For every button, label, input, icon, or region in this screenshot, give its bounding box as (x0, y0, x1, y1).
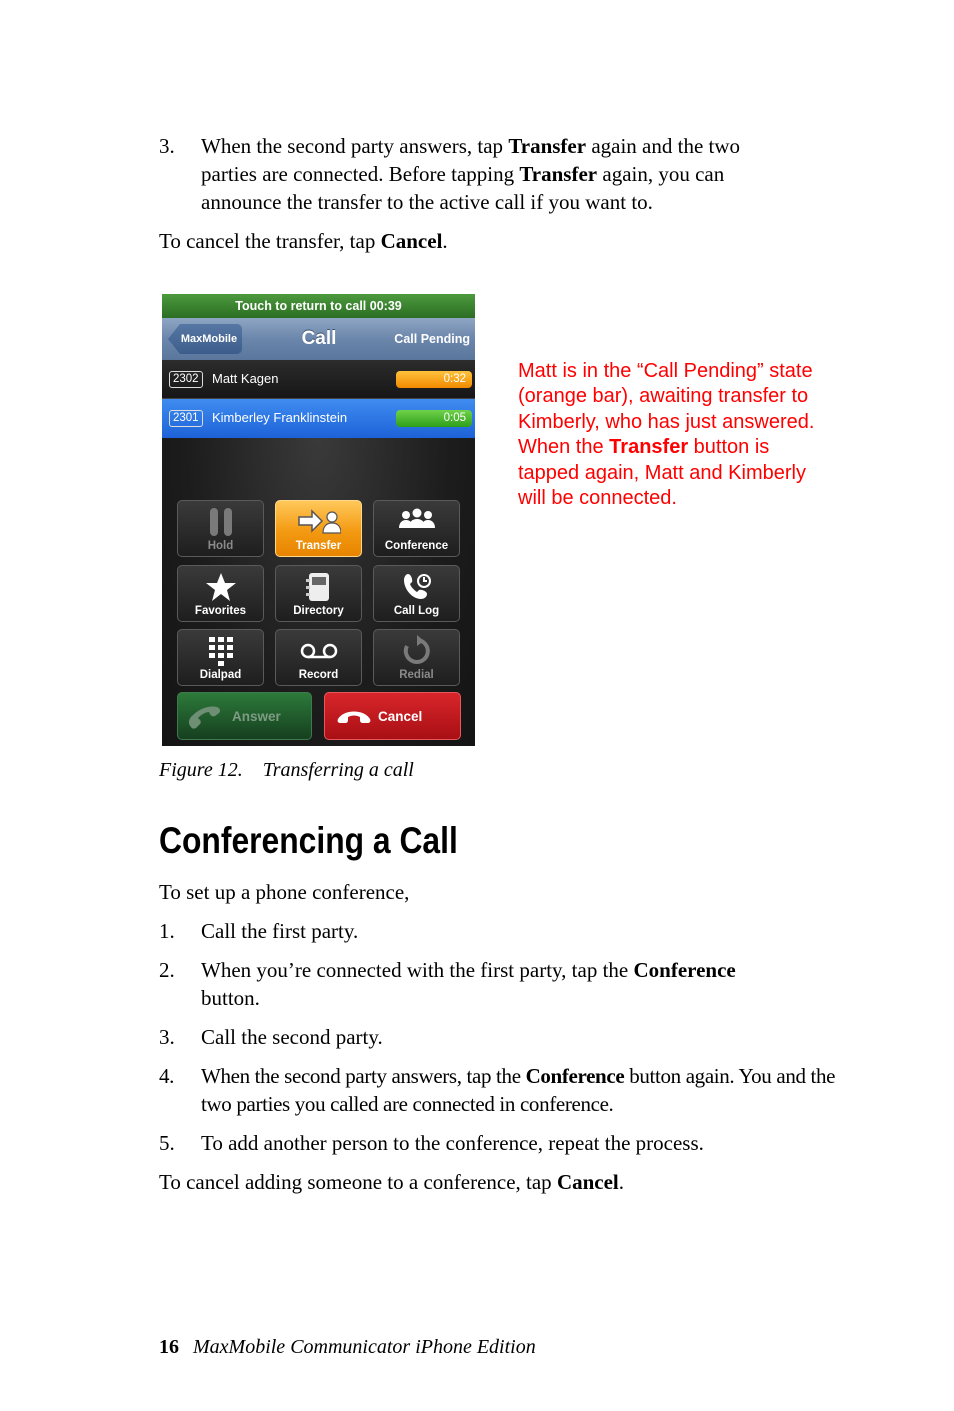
nav-call-status: Call Pending (394, 332, 470, 346)
call-row-pending[interactable] (162, 360, 475, 399)
hangup-icon (336, 705, 372, 734)
call-timer-pending: 0:32 (396, 371, 472, 388)
step-number: 3. (159, 134, 175, 158)
hold-button[interactable]: Hold (177, 500, 264, 557)
phone-handset-icon (187, 703, 223, 736)
extension-badge: 2301 (169, 410, 203, 427)
step-text: When the second party answers, tap Transfer again and the two parties are connected. Before tapping Transfer again, you can announce the transfer to the active call if you want to. (201, 134, 741, 214)
pause-icon (178, 506, 263, 538)
book-title: MaxMobile Communicator iPhone Edition (193, 1336, 536, 1358)
transfer-icon (276, 506, 361, 538)
page-number: 16 (159, 1336, 179, 1358)
directory-button[interactable]: Directory (275, 565, 362, 622)
answer-button[interactable]: Answer (177, 692, 312, 740)
phone-screenshot (162, 294, 475, 746)
return-to-call-bar[interactable]: Touch to return to call 00:39 (162, 294, 475, 318)
favorites-button[interactable]: Favorites (177, 565, 264, 622)
back-button-label: MaxMobile (180, 333, 238, 345)
intro-text: To set up a phone conference, (159, 880, 410, 904)
cancel-button[interactable]: Cancel (324, 692, 461, 740)
call-controls (162, 438, 475, 746)
address-book-icon (276, 571, 361, 603)
nav-bar (162, 318, 475, 360)
conference-button[interactable]: Conference (373, 500, 460, 557)
keypad-icon (178, 635, 263, 667)
call-row-active[interactable] (162, 399, 475, 438)
figure-caption: Figure 12. Transferring a call (159, 759, 414, 781)
transfer-button[interactable]: Transfer (275, 500, 362, 557)
redial-icon (374, 635, 459, 667)
redial-button[interactable]: Redial (373, 629, 460, 686)
voicemail-icon (276, 635, 361, 667)
section-heading: Conferencing a Call (159, 820, 458, 861)
record-button[interactable]: Record (275, 629, 362, 686)
cancel-conference-text: To cancel adding someone to a conference, tap Cancel. (159, 1170, 625, 1194)
caller-name: Matt Kagen (212, 371, 279, 386)
figure-annotation: Matt is in the “Call Pending” state (orange bar), awaiting transfer to Kimberly, who has just answered. When the Transfer button is tapped again, Matt and Kimberly will be connected. (518, 360, 815, 510)
page-footer (159, 1334, 536, 1360)
group-icon (374, 506, 459, 538)
call-timer-active: 0:05 (396, 410, 472, 427)
caller-name: Kimberley Franklinstein (212, 410, 348, 425)
cancel-transfer-text: To cancel the transfer, tap Cancel. (159, 229, 448, 253)
call-log-button[interactable]: Call Log (373, 565, 460, 622)
star-icon (178, 571, 263, 603)
phone-clock-icon (374, 571, 459, 603)
back-button[interactable] (168, 324, 242, 354)
dialpad-button[interactable]: Dialpad (177, 629, 264, 686)
extension-badge: 2302 (169, 371, 203, 388)
nav-title: Call (301, 328, 337, 349)
